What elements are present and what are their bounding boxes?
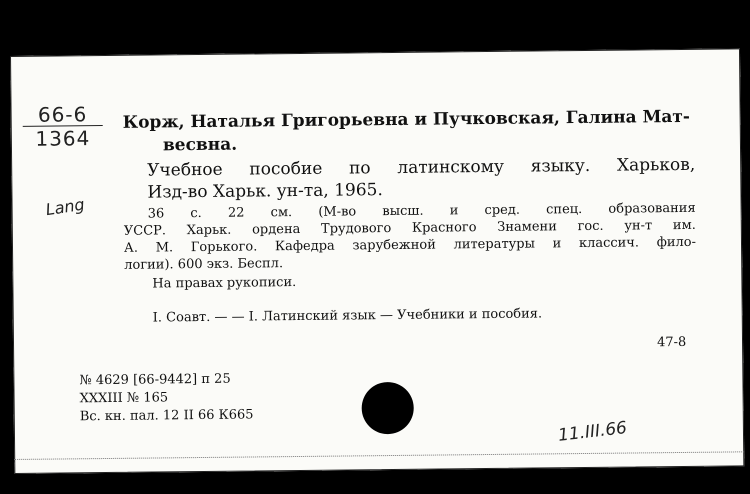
- description-line-1: 36 с. 22 см. (М-во высш. и сред. спец. образования: [147, 200, 696, 222]
- title-line-2: Изд-во Харьк. ун-та, 1965.: [147, 180, 383, 203]
- bottom-dotted-line: [14, 451, 744, 460]
- handwritten-date: 11.III.66: [557, 418, 629, 446]
- call-number: [23, 103, 103, 151]
- heading-line-1: Корж, Наталья Григорьевна и Пучковская, Галина Мат-: [122, 106, 691, 133]
- registry-line-2: XXXIII № 165: [79, 390, 169, 407]
- call-number-bottom: 1364: [35, 126, 91, 151]
- margin-mark: Lang: [44, 194, 86, 220]
- title-line-1: Учебное пособие по латинскому языку. Харьков,: [147, 154, 696, 181]
- description-line-5: На правах рукописи.: [152, 275, 297, 292]
- tracings: I. Соавт. — — I. Латинский язык — Учебники и пособия.: [152, 306, 543, 326]
- registry-line-3: Вс. кн. пал. 12 II 66 К665: [79, 407, 254, 425]
- catalog-card: [10, 48, 744, 474]
- description-line-4: логии). 600 экз. Беспл.: [124, 256, 284, 273]
- description-line-3: А. М. Горького. Кафедра зарубежной литературы и классич. фило-: [123, 234, 697, 256]
- punch-hole: [361, 382, 414, 435]
- heading-line-2: весвна.: [162, 134, 238, 156]
- registry-line-1: № 4629 [66-9442] п 25: [79, 371, 231, 389]
- description-line-2: УССР. Харьк. ордена Трудового Красного Знамени гос. ун-т им.: [123, 217, 696, 239]
- call-number-top: 66-6: [23, 103, 103, 127]
- card-number: 47-8: [656, 334, 687, 351]
